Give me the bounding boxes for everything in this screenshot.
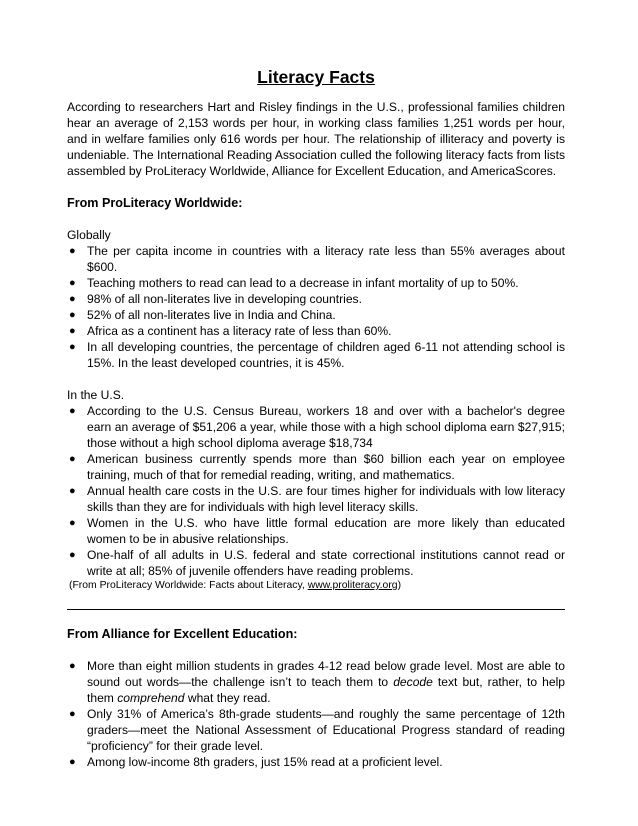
list-item: ● In all developing countries, the percentage of children aged 6-11 not attending school is 15%. In the least developed countries, it is 45%.: [69, 340, 565, 370]
section-heading-proliteracy: From ProLiteracy Worldwide:: [67, 196, 243, 210]
list-item: ● Among low-income 8th graders, just 15% read at a proficient level.: [69, 755, 443, 769]
globally-list: [67, 243, 565, 371]
us-list: [67, 403, 565, 579]
source-citation: (From ProLiteracy Worldwide: Facts about Literacy, www.proliteracy.org): [69, 580, 402, 591]
bullet-icon: ●: [69, 277, 76, 289]
list-item: ● One-half of all adults in U.S. federal and state correctional institutions cannot read or write at all; 85% of juvenile offenders have reading problems.: [69, 548, 565, 578]
bullet-icon: ●: [69, 309, 76, 321]
intro-paragraph: According to researchers Hart and Risley findings in the U.S., professional families children hear an average of 2,153 words per hour, in working class families 1,251 words per hour, and in welfare families only 616 words per hour. The relationship of illiteracy and poverty is undeniable. The International Reading Association culled the following literacy facts from lists assembled by ProLiteracy Worldwide, Alliance for Excellent Education, and AmericaScores.: [67, 100, 565, 178]
bullet-icon: ●: [69, 245, 76, 257]
bullet-icon: ●: [69, 325, 76, 337]
list-item: ● Only 31% of America’s 8th-grade students—and roughly the same percentage of 12th graders—meet the National Assessment of Educational Progress standard of reading “proficiency” for their grade level.: [69, 707, 565, 753]
list-item: ● 52% of all non-literates live in India and China.: [69, 308, 336, 322]
section-heading-alliance: From Alliance for Excellent Education:: [67, 627, 298, 641]
bullet-icon: ●: [69, 708, 76, 720]
list-item: ● Teaching mothers to read can lead to a decrease in infant mortality of up to 50%.: [69, 276, 519, 290]
page-title: Literacy Facts: [257, 67, 375, 87]
list-item: ● The per capita income in countries with a literacy rate less than 55% averages about $600.: [69, 244, 565, 274]
list-item: ● Women in the U.S. who have little formal education are more likely than educated women to be in abusive relationships.: [69, 516, 565, 546]
list-item: ● Africa as a continent has a literacy rate of less than 60%.: [69, 324, 392, 338]
document-page: [67, 66, 565, 770]
bullet-icon: ●: [69, 453, 76, 465]
bullet-icon: ●: [69, 293, 76, 305]
list-item: ● American business currently spends more than $60 billion each year on employee training, much of that for remedial reading, writing, and mathematics.: [69, 452, 565, 482]
globally-label: Globally: [67, 228, 111, 242]
bullet-icon: ●: [69, 485, 76, 497]
bullet-icon: ●: [69, 517, 76, 529]
alliance-list: [67, 658, 565, 770]
proliteracy-link[interactable]: www.proliteracy.org: [307, 580, 398, 591]
list-item: ● According to the U.S. Census Bureau, workers 18 and over with a bachelor's degree earn an average of $51,206 a year, while those with a high school diploma earn $27,915; those without a high school diploma average $18,734: [69, 404, 565, 450]
list-item: ● 98% of all non-literates live in developing countries.: [69, 292, 362, 306]
bullet-icon: ●: [69, 341, 76, 353]
list-item: ● More than eight million students in grades 4-12 read below grade level. Most are able to sound out words—the challenge isn’t to teach them to decode text but, rather, to help them comprehend what they read.: [69, 659, 565, 705]
bullet-icon: ●: [69, 660, 76, 672]
bullet-icon: ●: [69, 549, 76, 561]
list-item: ● Annual health care costs in the U.S. are four times higher for individuals with low literacy skills than they are for individuals with high level literacy skills.: [69, 484, 565, 514]
bullet-icon: ●: [69, 405, 76, 417]
us-label: In the U.S.: [67, 388, 125, 402]
bullet-icon: ●: [69, 756, 76, 768]
